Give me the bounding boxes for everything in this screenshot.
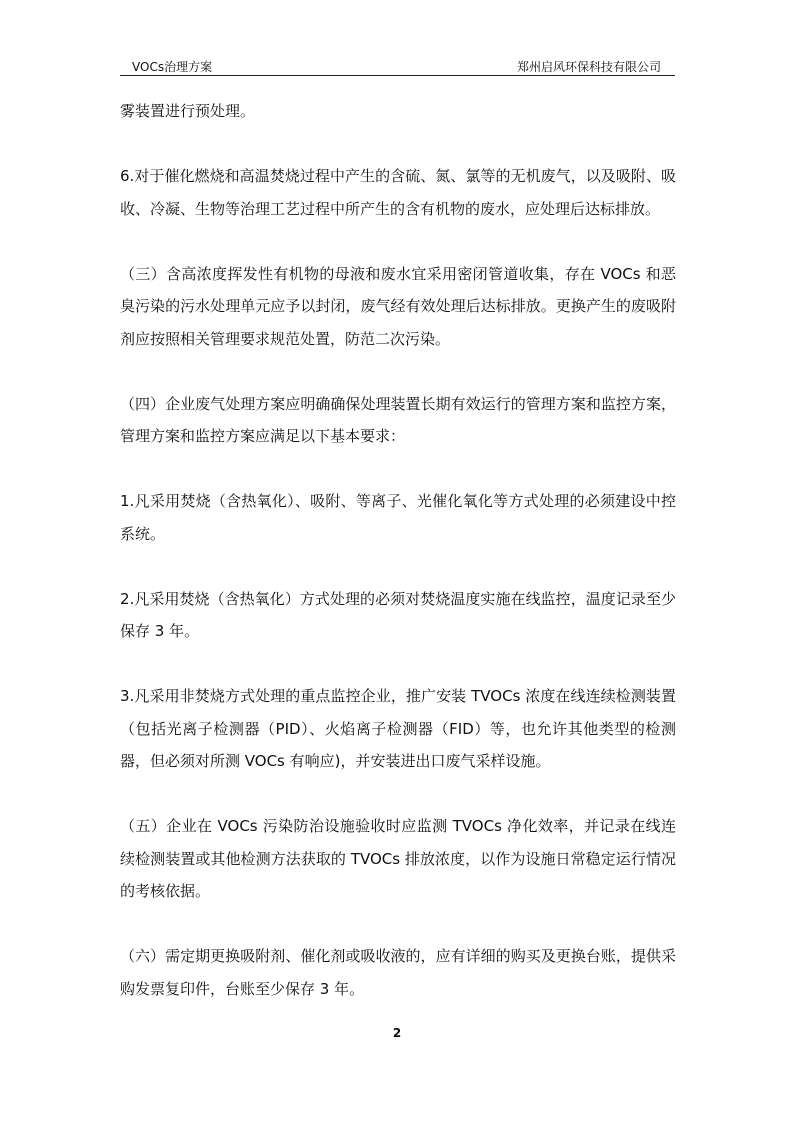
header-document-title: VOCs治理方案 xyxy=(132,60,213,74)
page-header xyxy=(120,57,675,76)
page-number: 2 xyxy=(392,1026,402,1040)
paragraph: 3.凡采用非焚烧方式处理的重点监控企业，推广安装 TVOCs 浓度在线连续检测装置（包括光离子检测器（PID）、火焰离子检测器（FID）等，也允许其他类型的检测器，但必须对所测 VOCs 有响应)，并安装进出口废气采样设施。 xyxy=(120,687,676,770)
paragraph: 6.对于催化燃烧和高温焚烧过程中产生的含硫、氮、氯等的无机废气，以及吸附、吸收、冷凝、生物等治理工艺过程中所产生的含有机物的废水，应处理后达标排放。 xyxy=(120,167,676,218)
paragraph: 2.凡采用焚烧（含热氧化）方式处理的必须对焚烧温度实施在线监控，温度记录至少保存 3 年。 xyxy=(120,589,676,640)
paragraph: 1.凡采用焚烧（含热氧化）、吸附、等离子、光催化氧化等方式处理的必须建设中控系统。 xyxy=(120,492,676,543)
document-body xyxy=(120,95,676,1038)
paragraph: （六）需定期更换吸附剂、催化剂或吸收液的，应有详细的购买及更换台账，提供采购发票复印件，台账至少保存 3 年。 xyxy=(120,947,676,998)
paragraph: （五）企业在 VOCs 污染防治设施验收时应监测 TVOCs 净化效率，并记录在线连续检测装置或其他检测方法获取的 TVOCs 排放浓度，以作为设施日常稳定运行情况的考核依据。 xyxy=(120,817,676,900)
paragraph: （三）含高浓度挥发性有机物的母液和废水宜采用密闭管道收集，存在 VOCs 和恶臭污染的污水处理单元应予以封闭，废气经有效处理后达标排放。更换产生的废吸附剂应按照相关管理要求规范处置，防范二次污染。 xyxy=(120,264,676,348)
header-company-name: 郑州启风环保科技有限公司 xyxy=(516,60,661,74)
paragraph: 雾装置进行预处理。 xyxy=(120,102,256,120)
paragraph: （四）企业废气处理方案应明确确保处理装置长期有效运行的管理方案和监控方案，管理方案和监控方案应满足以下基本要求： xyxy=(120,394,676,445)
